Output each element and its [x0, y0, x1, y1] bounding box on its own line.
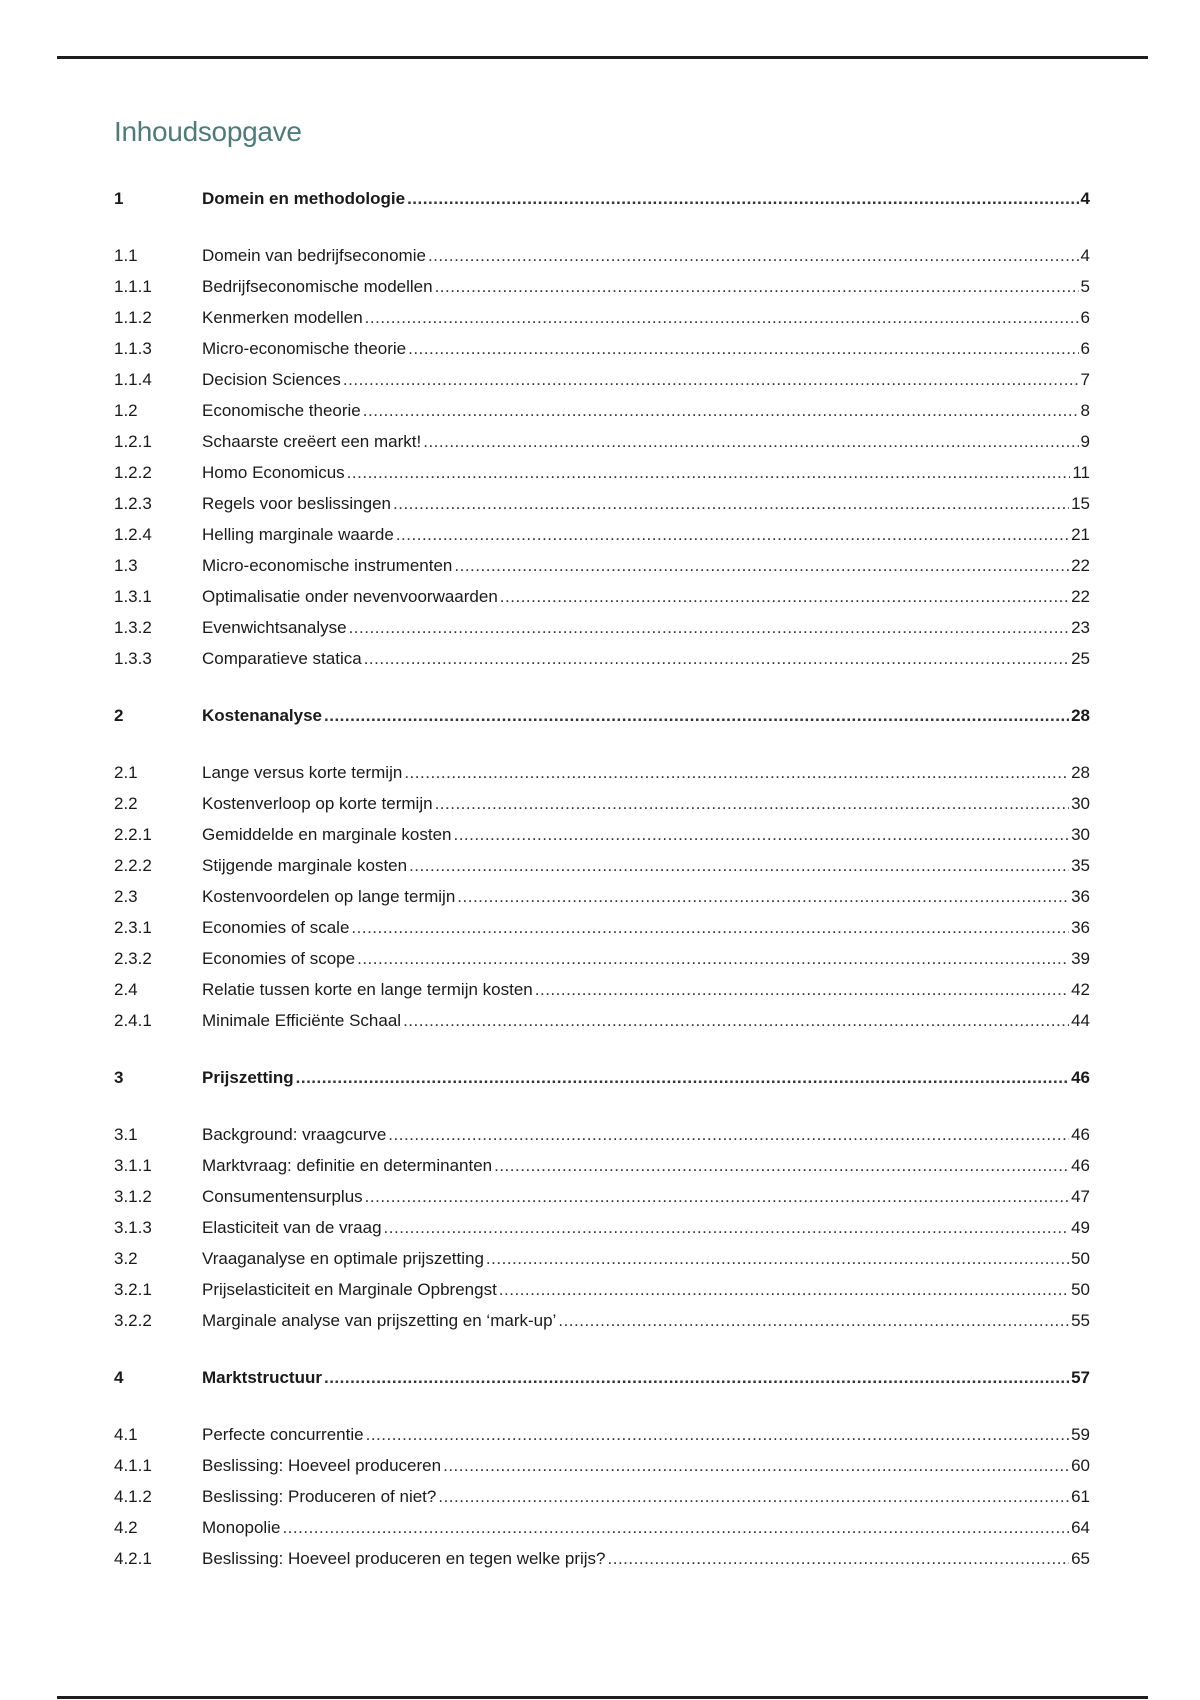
entry-title: Micro-economische instrumenten — [202, 556, 453, 575]
dot-leader — [365, 1181, 1069, 1212]
entry-title: Bedrijfseconomische modellen — [202, 277, 433, 296]
dot-leader — [494, 1150, 1069, 1181]
page-number: 23 — [1071, 618, 1090, 637]
page-number: 42 — [1071, 980, 1090, 999]
dot-leader — [409, 850, 1069, 881]
page-number: 4 — [1080, 189, 1090, 208]
dot-leader — [364, 643, 1069, 674]
toc-entry[interactable] — [114, 519, 1090, 550]
page-number: 65 — [1071, 1549, 1090, 1568]
page-number: 64 — [1071, 1518, 1090, 1537]
page-number: 9 — [1080, 432, 1090, 451]
entry-number: 2.2 — [114, 794, 138, 813]
entry-title: Stijgende marginale kosten — [202, 856, 408, 875]
toc-entry[interactable] — [114, 1481, 1090, 1512]
dot-leader — [457, 881, 1069, 912]
toc-entry[interactable] — [114, 1243, 1090, 1274]
entry-number: 4.1.1 — [114, 1456, 152, 1475]
entry-title: Kenmerken modellen — [202, 308, 363, 327]
page-number: 44 — [1071, 1011, 1090, 1030]
dot-leader — [324, 1362, 1069, 1393]
entry-number: 1.3 — [114, 556, 138, 575]
toc-entry[interactable] — [114, 788, 1090, 819]
entry-number: 4.2 — [114, 1518, 138, 1537]
toc-entry[interactable] — [114, 912, 1090, 943]
dot-leader — [608, 1543, 1070, 1574]
entry-number: 2.2.2 — [114, 856, 152, 875]
entry-title: Schaarste creëert een markt! — [202, 432, 422, 451]
page-number: 49 — [1071, 1218, 1090, 1237]
page-number: 21 — [1071, 525, 1090, 544]
dot-leader — [404, 757, 1069, 788]
dot-leader — [403, 1005, 1069, 1036]
dot-leader — [500, 581, 1069, 612]
dot-leader — [535, 974, 1069, 1005]
toc-entry[interactable] — [114, 819, 1090, 850]
entry-number: 2.3 — [114, 887, 138, 906]
entry-number: 2.3.1 — [114, 918, 152, 937]
entry-title: Relatie tussen korte en lange termijn kosten — [202, 980, 533, 999]
dot-leader — [438, 1481, 1069, 1512]
toc-chapter-entry[interactable] — [114, 1362, 1090, 1393]
page-number: 50 — [1071, 1249, 1090, 1268]
entry-title: Micro-economische theorie — [202, 339, 407, 358]
entry-number: 1.2.3 — [114, 494, 152, 513]
entry-title: Domein en methodologie — [202, 189, 406, 208]
toc-chapter-entry[interactable] — [114, 700, 1090, 731]
entry-number: 1.3.3 — [114, 649, 152, 668]
entry-number: 1.1.3 — [114, 339, 152, 358]
page-number: 60 — [1071, 1456, 1090, 1475]
entry-number: 4 — [114, 1368, 124, 1387]
toc-entry[interactable] — [114, 550, 1090, 581]
toc-entry[interactable] — [114, 1212, 1090, 1243]
entry-title: Economische theorie — [202, 401, 361, 420]
header-rule — [57, 56, 1148, 59]
page-number: 35 — [1071, 856, 1090, 875]
toc-entry[interactable] — [114, 974, 1090, 1005]
entry-title: Beslissing: Produceren of niet? — [202, 1487, 437, 1506]
page-number: 5 — [1080, 277, 1090, 296]
dot-leader — [388, 1119, 1069, 1150]
toc-entry[interactable] — [114, 850, 1090, 881]
entry-title: Beslissing: Hoeveel produceren en tegen welke prijs? — [202, 1549, 606, 1568]
entry-title: Marktvraag: definitie en determinanten — [202, 1156, 493, 1175]
dot-leader — [324, 700, 1069, 731]
page-number: 28 — [1071, 706, 1090, 725]
dot-leader — [282, 1512, 1069, 1543]
toc-entry[interactable] — [114, 757, 1090, 788]
toc-entry[interactable] — [114, 1543, 1090, 1574]
entry-number: 3.2 — [114, 1249, 138, 1268]
toc-entry[interactable] — [114, 612, 1090, 643]
entry-number: 2.3.2 — [114, 949, 152, 968]
entry-number: 3.1 — [114, 1125, 138, 1144]
page-number: 22 — [1071, 556, 1090, 575]
page-number: 50 — [1071, 1280, 1090, 1299]
entry-title: Optimalisatie onder nevenvoorwaarden — [202, 587, 498, 606]
toc-entry[interactable] — [114, 364, 1090, 395]
dot-leader — [453, 819, 1069, 850]
entry-title: Minimale Efficiënte Schaal — [202, 1011, 402, 1030]
page-number: 46 — [1071, 1068, 1090, 1087]
dot-leader — [435, 788, 1070, 819]
entry-title: Perfecte concurrentie — [202, 1425, 364, 1444]
entry-title: Monopolie — [202, 1518, 281, 1537]
dot-leader — [357, 943, 1069, 974]
page-number: 30 — [1071, 794, 1090, 813]
page-number: 6 — [1080, 308, 1090, 327]
entry-number: 1.2 — [114, 401, 138, 420]
entry-number: 4.1.2 — [114, 1487, 152, 1506]
entry-number: 1.3.1 — [114, 587, 152, 606]
toc-entry[interactable] — [114, 271, 1090, 302]
page-number: 28 — [1071, 763, 1090, 782]
entry-title: Economies of scale — [202, 918, 350, 937]
page-number: 22 — [1071, 587, 1090, 606]
entry-title: Kostenverloop op korte termijn — [202, 794, 433, 813]
toc-entry[interactable] — [114, 1181, 1090, 1212]
entry-title: Lange versus korte termijn — [202, 763, 403, 782]
entry-title: Kostenvoordelen op lange termijn — [202, 887, 456, 906]
footer-rule — [57, 1696, 1148, 1699]
dot-leader — [408, 333, 1078, 364]
entry-number: 1.1.2 — [114, 308, 152, 327]
toc-entry[interactable] — [114, 302, 1090, 333]
toc-chapter-entry[interactable] — [114, 1062, 1090, 1093]
entry-title: Prijszetting — [202, 1068, 294, 1087]
entry-number: 2.4 — [114, 980, 138, 999]
dot-leader — [396, 519, 1069, 550]
toc-entry[interactable] — [114, 426, 1090, 457]
page-number: 11 — [1072, 463, 1090, 482]
dot-leader — [366, 1419, 1069, 1450]
entry-title: Comparatieve statica — [202, 649, 362, 668]
entry-number: 4.2.1 — [114, 1549, 152, 1568]
page-number: 15 — [1071, 494, 1090, 513]
entry-title: Prijselasticiteit en Marginale Opbrengst — [202, 1280, 497, 1299]
entry-number: 3.1.3 — [114, 1218, 152, 1237]
toc-entry[interactable] — [114, 333, 1090, 364]
page-number: 36 — [1071, 887, 1090, 906]
page-number: 47 — [1071, 1187, 1090, 1206]
entry-title: Background: vraagcurve — [202, 1125, 387, 1144]
dot-leader — [349, 612, 1070, 643]
toc-entry[interactable] — [114, 240, 1090, 271]
entry-number: 1.1.1 — [114, 277, 152, 296]
entry-title: Economies of scope — [202, 949, 356, 968]
entry-number: 3.2.1 — [114, 1280, 152, 1299]
dot-leader — [486, 1243, 1069, 1274]
dot-leader — [343, 364, 1079, 395]
page-number: 59 — [1071, 1425, 1090, 1444]
page-number: 7 — [1080, 370, 1090, 389]
entry-title: Consumentensurplus — [202, 1187, 363, 1206]
entry-number: 3 — [114, 1068, 124, 1087]
entry-title: Evenwichtsanalyse — [202, 618, 347, 637]
entry-title: Homo Economicus — [202, 463, 345, 482]
entry-number: 1 — [114, 189, 124, 208]
dot-leader — [558, 1305, 1069, 1336]
entry-number: 2 — [114, 706, 124, 725]
toc-entry[interactable] — [114, 1119, 1090, 1150]
page-number: 30 — [1071, 825, 1090, 844]
table-of-contents — [114, 183, 1090, 1574]
toc-chapter-entry[interactable] — [114, 183, 1090, 214]
page-number: 39 — [1071, 949, 1090, 968]
entry-number: 1.2.1 — [114, 432, 152, 451]
entry-number: 2.4.1 — [114, 1011, 152, 1030]
entry-title: Elasticiteit van de vraag — [202, 1218, 382, 1237]
toc-entry[interactable] — [114, 1005, 1090, 1036]
page-number: 57 — [1071, 1368, 1090, 1387]
dot-leader — [393, 488, 1069, 519]
entry-title: Domein van bedrijfseconomie — [202, 246, 426, 265]
entry-number: 3.1.1 — [114, 1156, 152, 1175]
toc-entry[interactable] — [114, 881, 1090, 912]
entry-title: Kostenanalyse — [202, 706, 322, 725]
page-number: 6 — [1080, 339, 1090, 358]
page-number: 55 — [1071, 1311, 1090, 1330]
toc-entry[interactable] — [114, 1274, 1090, 1305]
entry-number: 1.1 — [114, 246, 138, 265]
toc-entry[interactable] — [114, 488, 1090, 519]
entry-title: Marginale analyse van prijszetting en ‘mark-up’ — [202, 1311, 557, 1330]
page-number: 46 — [1071, 1156, 1090, 1175]
toc-entry[interactable] — [114, 1150, 1090, 1181]
toc-entry[interactable] — [114, 1512, 1090, 1543]
page-number: 36 — [1071, 918, 1090, 937]
entry-title: Decision Sciences — [202, 370, 341, 389]
toc-entry[interactable] — [114, 943, 1090, 974]
page-title: Inhoudsopgave — [114, 116, 302, 147]
entry-number: 3.2.2 — [114, 1311, 152, 1330]
toc-entry[interactable] — [114, 643, 1090, 674]
dot-leader — [384, 1212, 1070, 1243]
dot-leader — [428, 240, 1079, 271]
page-number: 25 — [1071, 649, 1090, 668]
page-number: 46 — [1071, 1125, 1090, 1144]
entry-title: Vraaganalyse en optimale prijszetting — [202, 1249, 484, 1268]
toc-entry[interactable] — [114, 457, 1090, 488]
entry-title: Gemiddelde en marginale kosten — [202, 825, 452, 844]
page-number: 8 — [1080, 401, 1090, 420]
dot-leader — [363, 395, 1079, 426]
entry-number: 3.1.2 — [114, 1187, 152, 1206]
dot-leader — [499, 1274, 1069, 1305]
page-number: 4 — [1080, 246, 1090, 265]
toc-entry[interactable] — [114, 581, 1090, 612]
dot-leader — [423, 426, 1078, 457]
entry-number: 2.1 — [114, 763, 138, 782]
entry-title: Helling marginale waarde — [202, 525, 394, 544]
entry-number: 1.2.4 — [114, 525, 152, 544]
page-number: 61 — [1071, 1487, 1090, 1506]
entry-number: 4.1 — [114, 1425, 138, 1444]
dot-leader — [365, 302, 1079, 333]
entry-title: Beslissing: Hoeveel produceren — [202, 1456, 442, 1475]
toc-entry[interactable] — [114, 1305, 1090, 1336]
dot-leader — [443, 1450, 1069, 1481]
entry-title: Regels voor beslissingen — [202, 494, 391, 513]
entry-number: 1.2.2 — [114, 463, 152, 482]
dot-leader — [296, 1062, 1069, 1093]
entry-number: 2.2.1 — [114, 825, 152, 844]
dot-leader — [347, 457, 1071, 488]
entry-title: Marktstructuur — [202, 1368, 322, 1387]
dot-leader — [351, 912, 1069, 943]
entry-number: 1.1.4 — [114, 370, 152, 389]
entry-number: 1.3.2 — [114, 618, 152, 637]
toc-entry[interactable] — [114, 395, 1090, 426]
dot-leader — [454, 550, 1069, 581]
dot-leader — [435, 271, 1079, 302]
toc-entry[interactable] — [114, 1450, 1090, 1481]
dot-leader — [407, 183, 1078, 214]
toc-entry[interactable] — [114, 1419, 1090, 1450]
